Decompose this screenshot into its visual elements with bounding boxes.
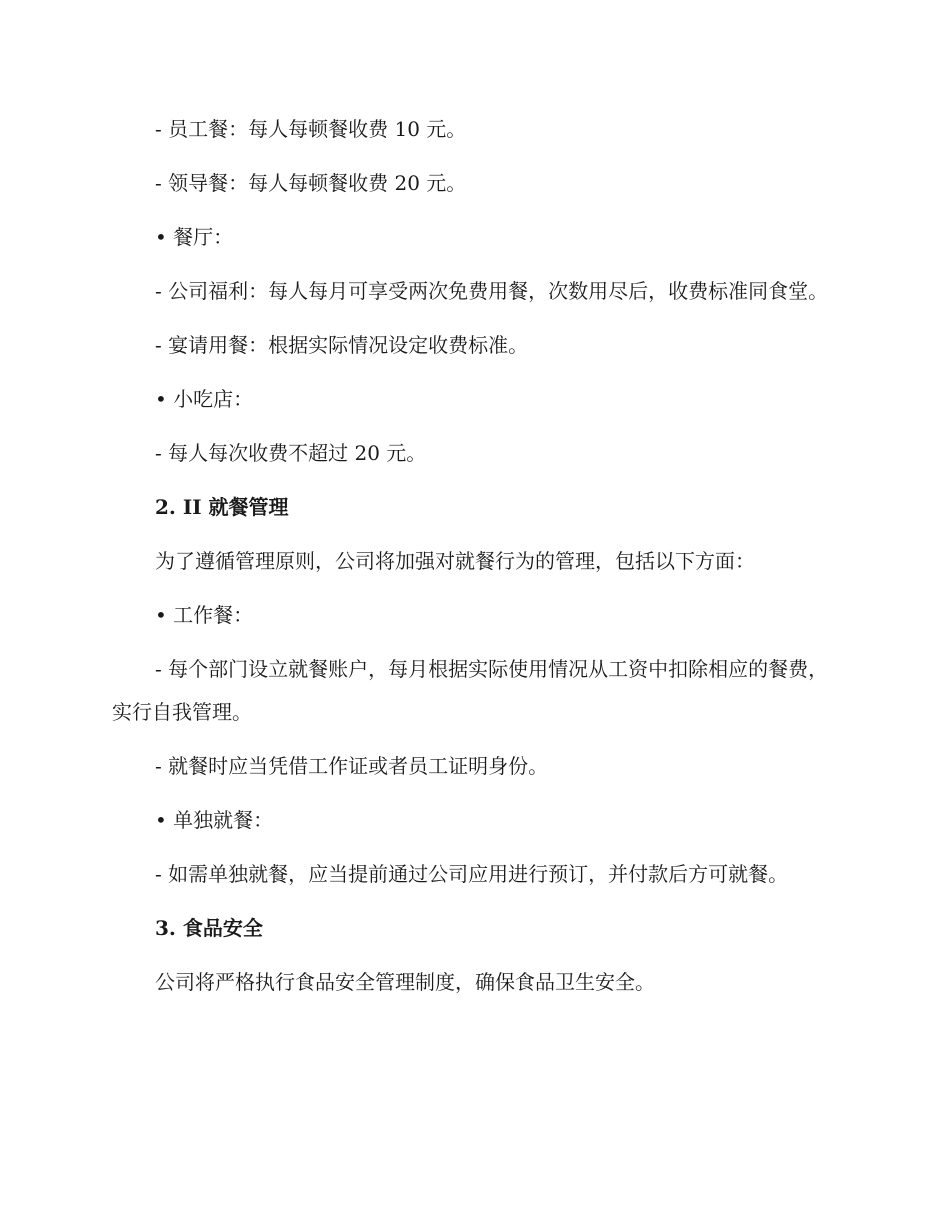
bullet-restaurant: • 餐厅： [155,225,234,249]
paragraph-management-intro: 为了遵循管理原则，公司将加强对就餐行为的管理，包括以下方面： [155,549,755,573]
bullet-individual-dining: • 单独就餐： [155,808,274,832]
paragraph-food-safety: 公司将严格执行食品安全管理制度，确保食品卫生安全。 [155,970,655,994]
paragraph-company-benefit: - 公司福利：每人每月可享受两次免费用餐，次数用尽后，收费标准同食堂。 [155,279,829,303]
section-heading-dining-management: 2. II 就餐管理 [155,495,289,519]
paragraph-id-required: - 就餐时应当凭借工作证或者员工证明身份。 [155,754,549,778]
paragraph-staff-meal: - 员工餐：每人每顿餐收费 10 元。 [155,117,467,141]
paragraph-dept-account: - 每个部门设立就餐账户，每月根据实际使用情况从工资中扣除相应的餐费，实行自我管理。 [112,657,829,724]
bullet-work-meal: • 工作餐： [155,603,254,627]
document-body [112,108,832,1015]
paragraph-reservation: - 如需单独就餐，应当提前通过公司应用进行预订，并付款后方可就餐。 [155,862,789,886]
bullet-snack-shop: • 小吃店： [155,387,254,411]
paragraph-leader-meal: - 领导餐：每人每顿餐收费 20 元。 [155,171,467,195]
paragraph-banquet: - 宴请用餐：根据实际情况设定收费标准。 [155,333,529,357]
paragraph-snack-charge: - 每人每次收费不超过 20 元。 [155,441,427,465]
section-heading-food-safety: 3. 食品安全 [155,916,263,940]
